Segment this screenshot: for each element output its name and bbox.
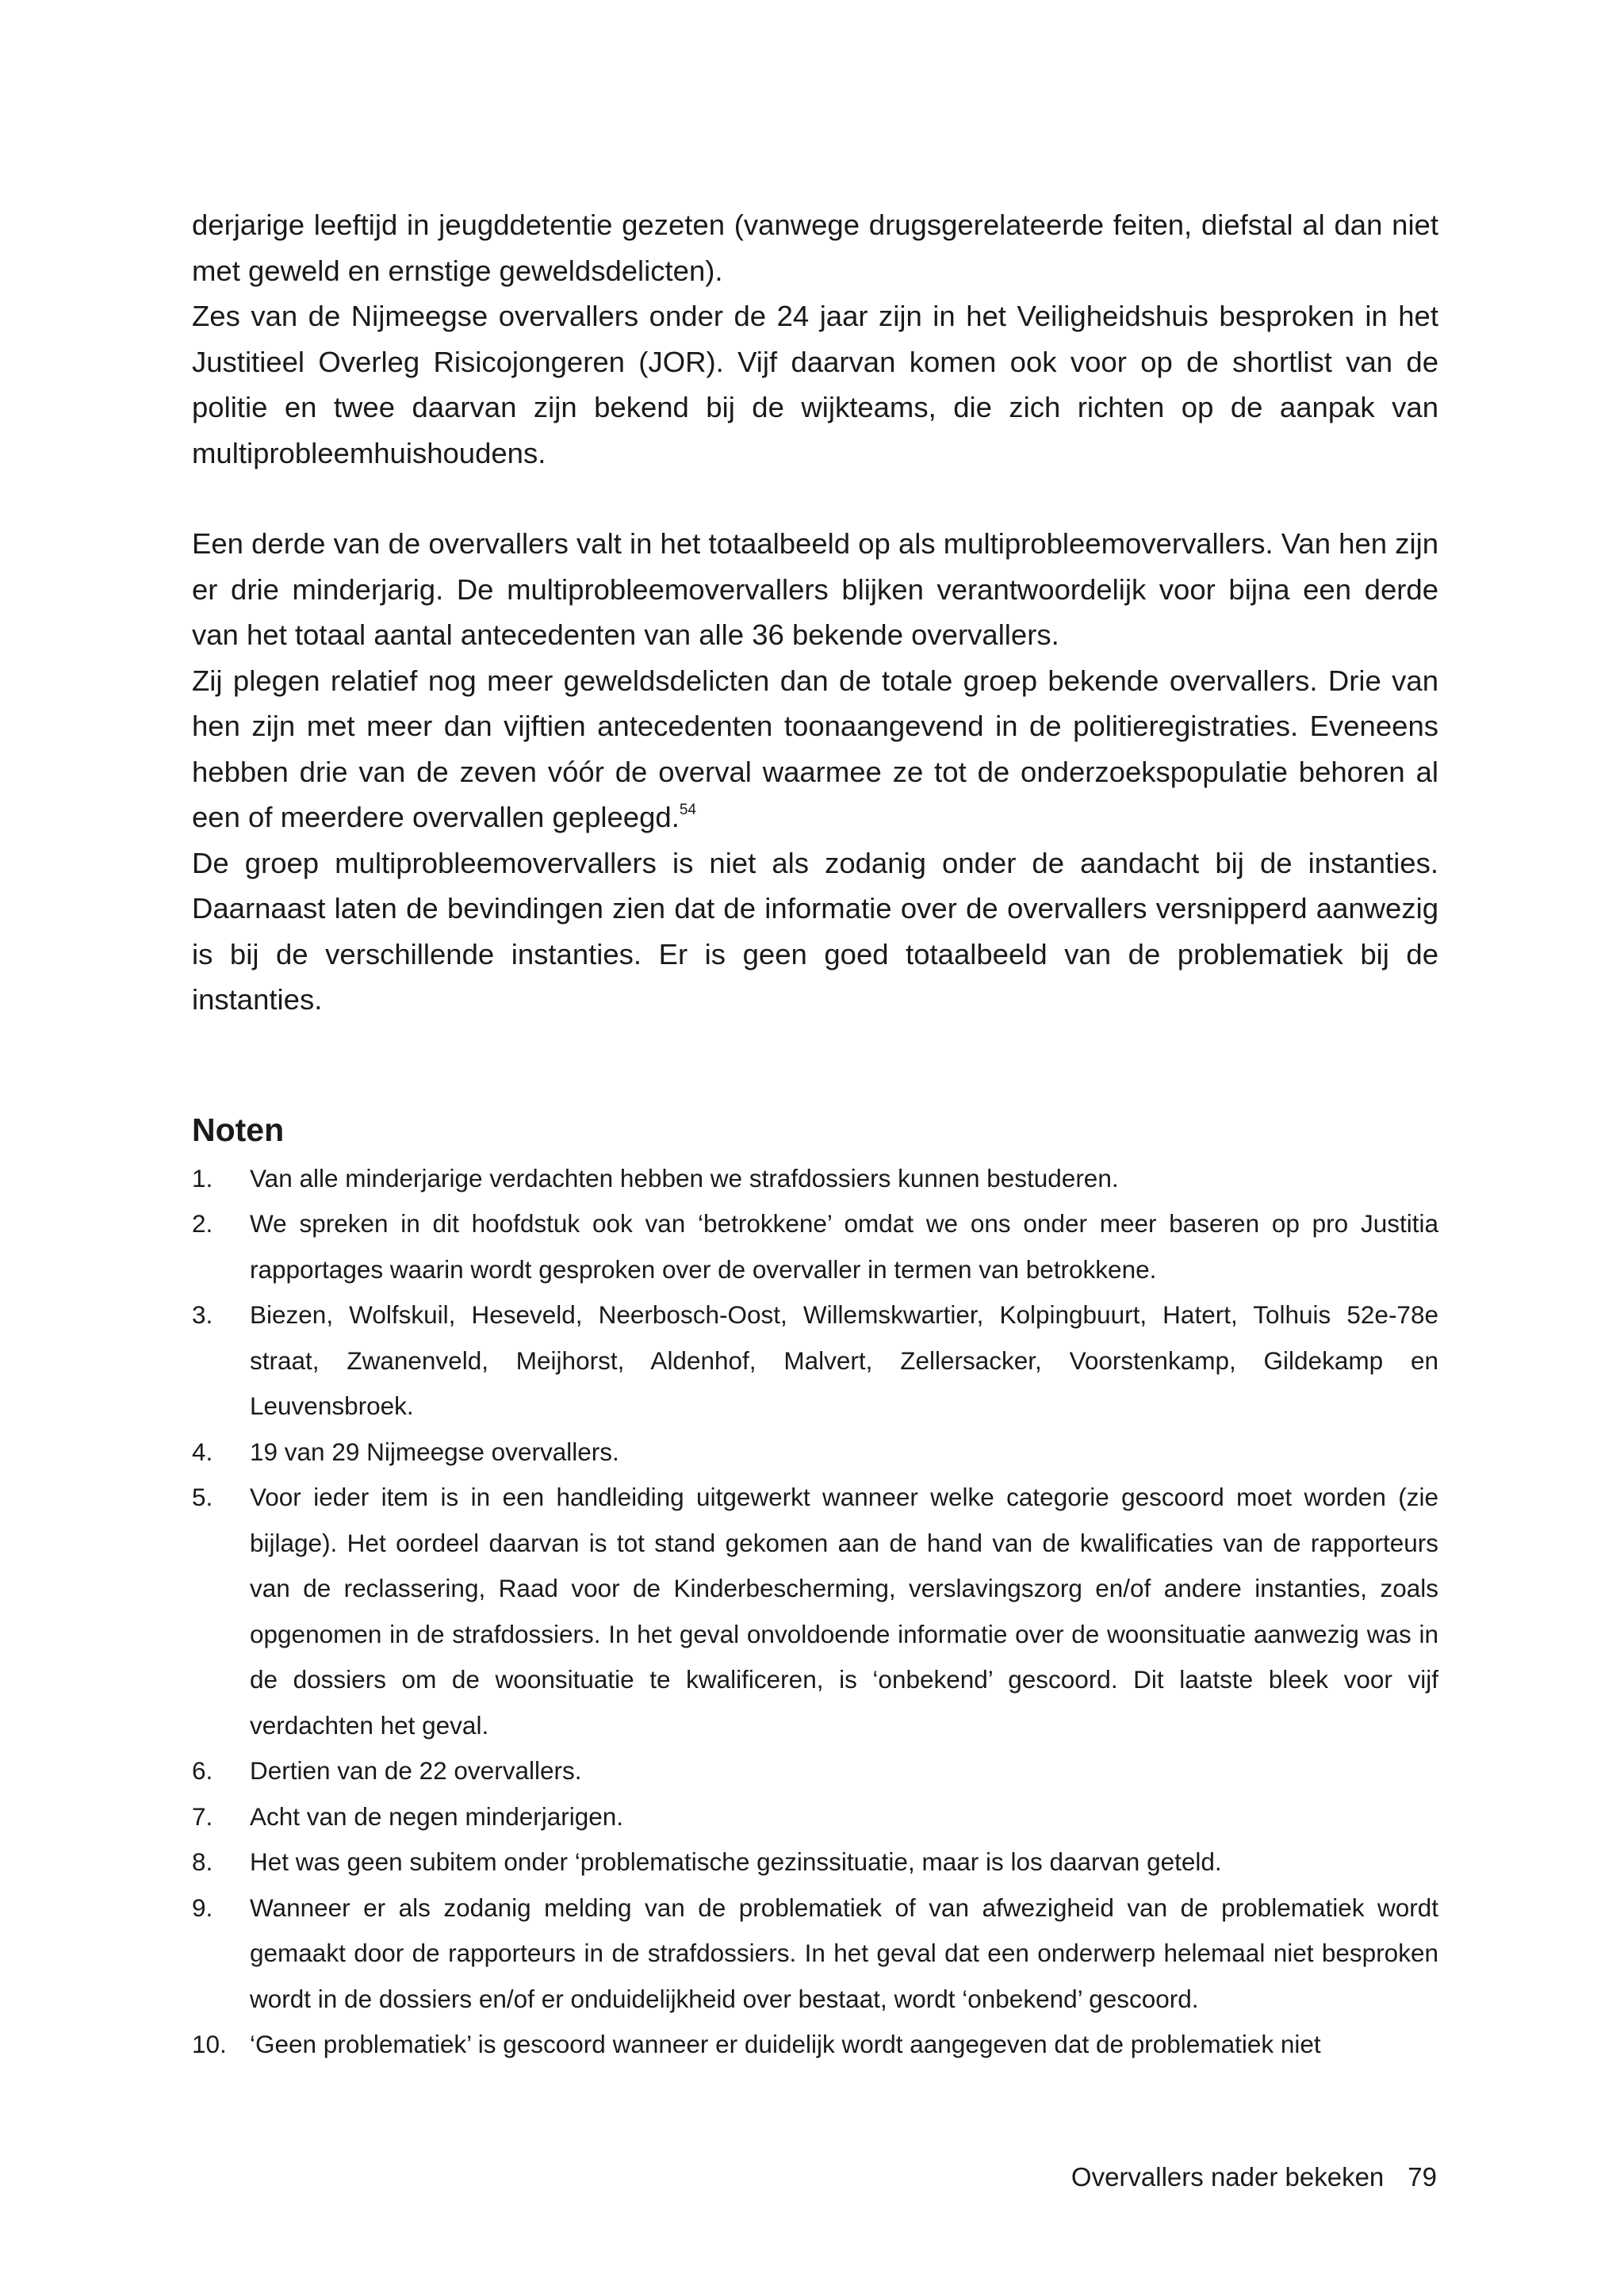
note-text: 19 van 29 Nijmeegse overvallers. [250,1437,619,1466]
note-number: 7. [192,1801,213,1831]
note-number: 3. [192,1300,213,1329]
note-item [192,1839,1438,1885]
note-number: 9. [192,1893,213,1922]
note-text: Dertien van de 22 overvallers. [250,1756,582,1785]
note-item [192,1430,1438,1476]
note-text: Biezen, Wolfskuil, Heseveld, Neerbosch-Oost, Willemskwartier, Kolpingbuurt, Hatert, Tolhuis 52e-78e straat, Zwanenveld, Meijhorst, Aldenhof, Malvert, Zellersacker, Voorstenkamp, Gildekamp en Leuvensbroek. [250,1300,1438,1420]
page-content [192,202,1438,2068]
page-number: 79 [1408,2162,1437,2192]
paragraph-with-footnote [192,658,1438,840]
note-item [192,1292,1438,1430]
note-text: We spreken in dit hoofdstuk ook van ‘betrokkene’ omdat we ons onder meer baseren op pro Justitia rapportages waarin wordt gesproken over de overvaller in termen van betrokkene. [250,1209,1438,1284]
paragraph: Zes van de Nijmeegse overvallers onder de 24 jaar zijn in het Veiligheidshuis besproken in het Justitieel Overleg Risicojongeren (JOR). Vijf daarvan komen ook voor op de shortlist van de politie en twee daarvan zijn bekend bij de wijkteams, die zich richten op de aanpak van multiprobleemhuishoudens. [192,300,1438,469]
page-footer [1071,2158,1437,2196]
paragraph: De groep multiprobleemovervallers is niet als zodanig onder de aandacht bij de instanties. Daarnaast laten de bevindingen zien dat de informatie over de overvallers versnipperd aanwezig is bij de verschillende instanties. Er is geen goed totaalbeeld van de problematiek bij de instanties. [192,846,1438,1016]
note-text: ‘Geen problematiek’ is gescoord wanneer er duidelijk wordt aangegeven dat de problematiek niet [250,2030,1321,2058]
note-item [192,1201,1438,1292]
note-text: Voor ieder item is in een handleiding uitgewerkt wanneer welke categorie gescoord moet worden (zie bijlage). Het oordeel daarvan is tot stand gekomen aan de hand van de kwalificaties van de rapporteurs van de reclassering, Raad voor de Kinderbescherming, verslavingszorg en/of andere instanties, zoals opgenomen in de strafdossiers. In het geval onvoldoende informatie over de woonsituatie aanwezig was in de dossiers om de woonsituatie te kwalificeren, is ‘onbekend’ gescoord. Dit laatste bleek voor vijf verdachten het geval. [250,1483,1438,1740]
body-text [192,202,1438,1023]
note-number: 4. [192,1437,213,1466]
note-number: 6. [192,1756,213,1785]
notes-list [192,1156,1438,2068]
note-item [192,1794,1438,1840]
footnote-reference[interactable]: 54 [679,802,696,818]
note-item [192,2022,1438,2068]
note-item [192,1475,1438,1748]
paragraph: Een derde van de overvallers valt in het totaalbeeld op als multiprobleemovervallers. Van hen zijn er drie minderjarig. De multiprobleemovervallers blijken verantwoordelijk voor bijna een derde van het totaal aantal antecedenten van alle 36 bekende overvallers. [192,527,1438,651]
note-text: Het was geen subitem onder ‘problematische gezinssituatie, maar is los daarvan geteld. [250,1847,1222,1876]
note-number: 1. [192,1163,213,1192]
note-item [192,1748,1438,1794]
note-number: 2. [192,1209,213,1238]
note-number: 10. [192,2030,227,2058]
note-item [192,1885,1438,2023]
running-title: Overvallers nader bekeken [1071,2162,1385,2192]
notes-heading: Noten [192,1111,285,1148]
paragraph: derjarige leeftijd in jeugddetentie gezeten (vanwege drugsgerelateerde feiten, diefstal al dan niet met geweld en ernstige geweldsdelicten). [192,209,1438,287]
paragraph-text: Zij plegen relatief nog meer geweldsdelicten dan de totale groep bekende overvallers. Drie van hen zijn met meer dan vijftien antecedenten toonaangevend in de politieregistraties. Eveneens hebben drie van de zeven vóór de overval waarmee ze tot de onderzoekspopulatie behoren al een of meerdere overvallen gepleegd. [192,664,1438,833]
note-number: 8. [192,1847,213,1876]
note-text: Acht van de negen minderjarigen. [250,1801,624,1831]
note-text: Wanneer er als zodanig melding van de problematiek of van afwezigheid van de problematiek wordt gemaakt door de rapporteurs in de strafdossiers. In het geval dat een onderwerp helemaal niet besproken wordt in de dossiers en/of er onduidelijkheid over bestaat, wordt ‘onbekend’ gescoord. [250,1893,1438,2013]
note-text: Van alle minderjarige verdachten hebben we strafdossiers kunnen bestuderen. [250,1163,1119,1192]
note-number: 5. [192,1483,213,1511]
note-item [192,1156,1438,1202]
